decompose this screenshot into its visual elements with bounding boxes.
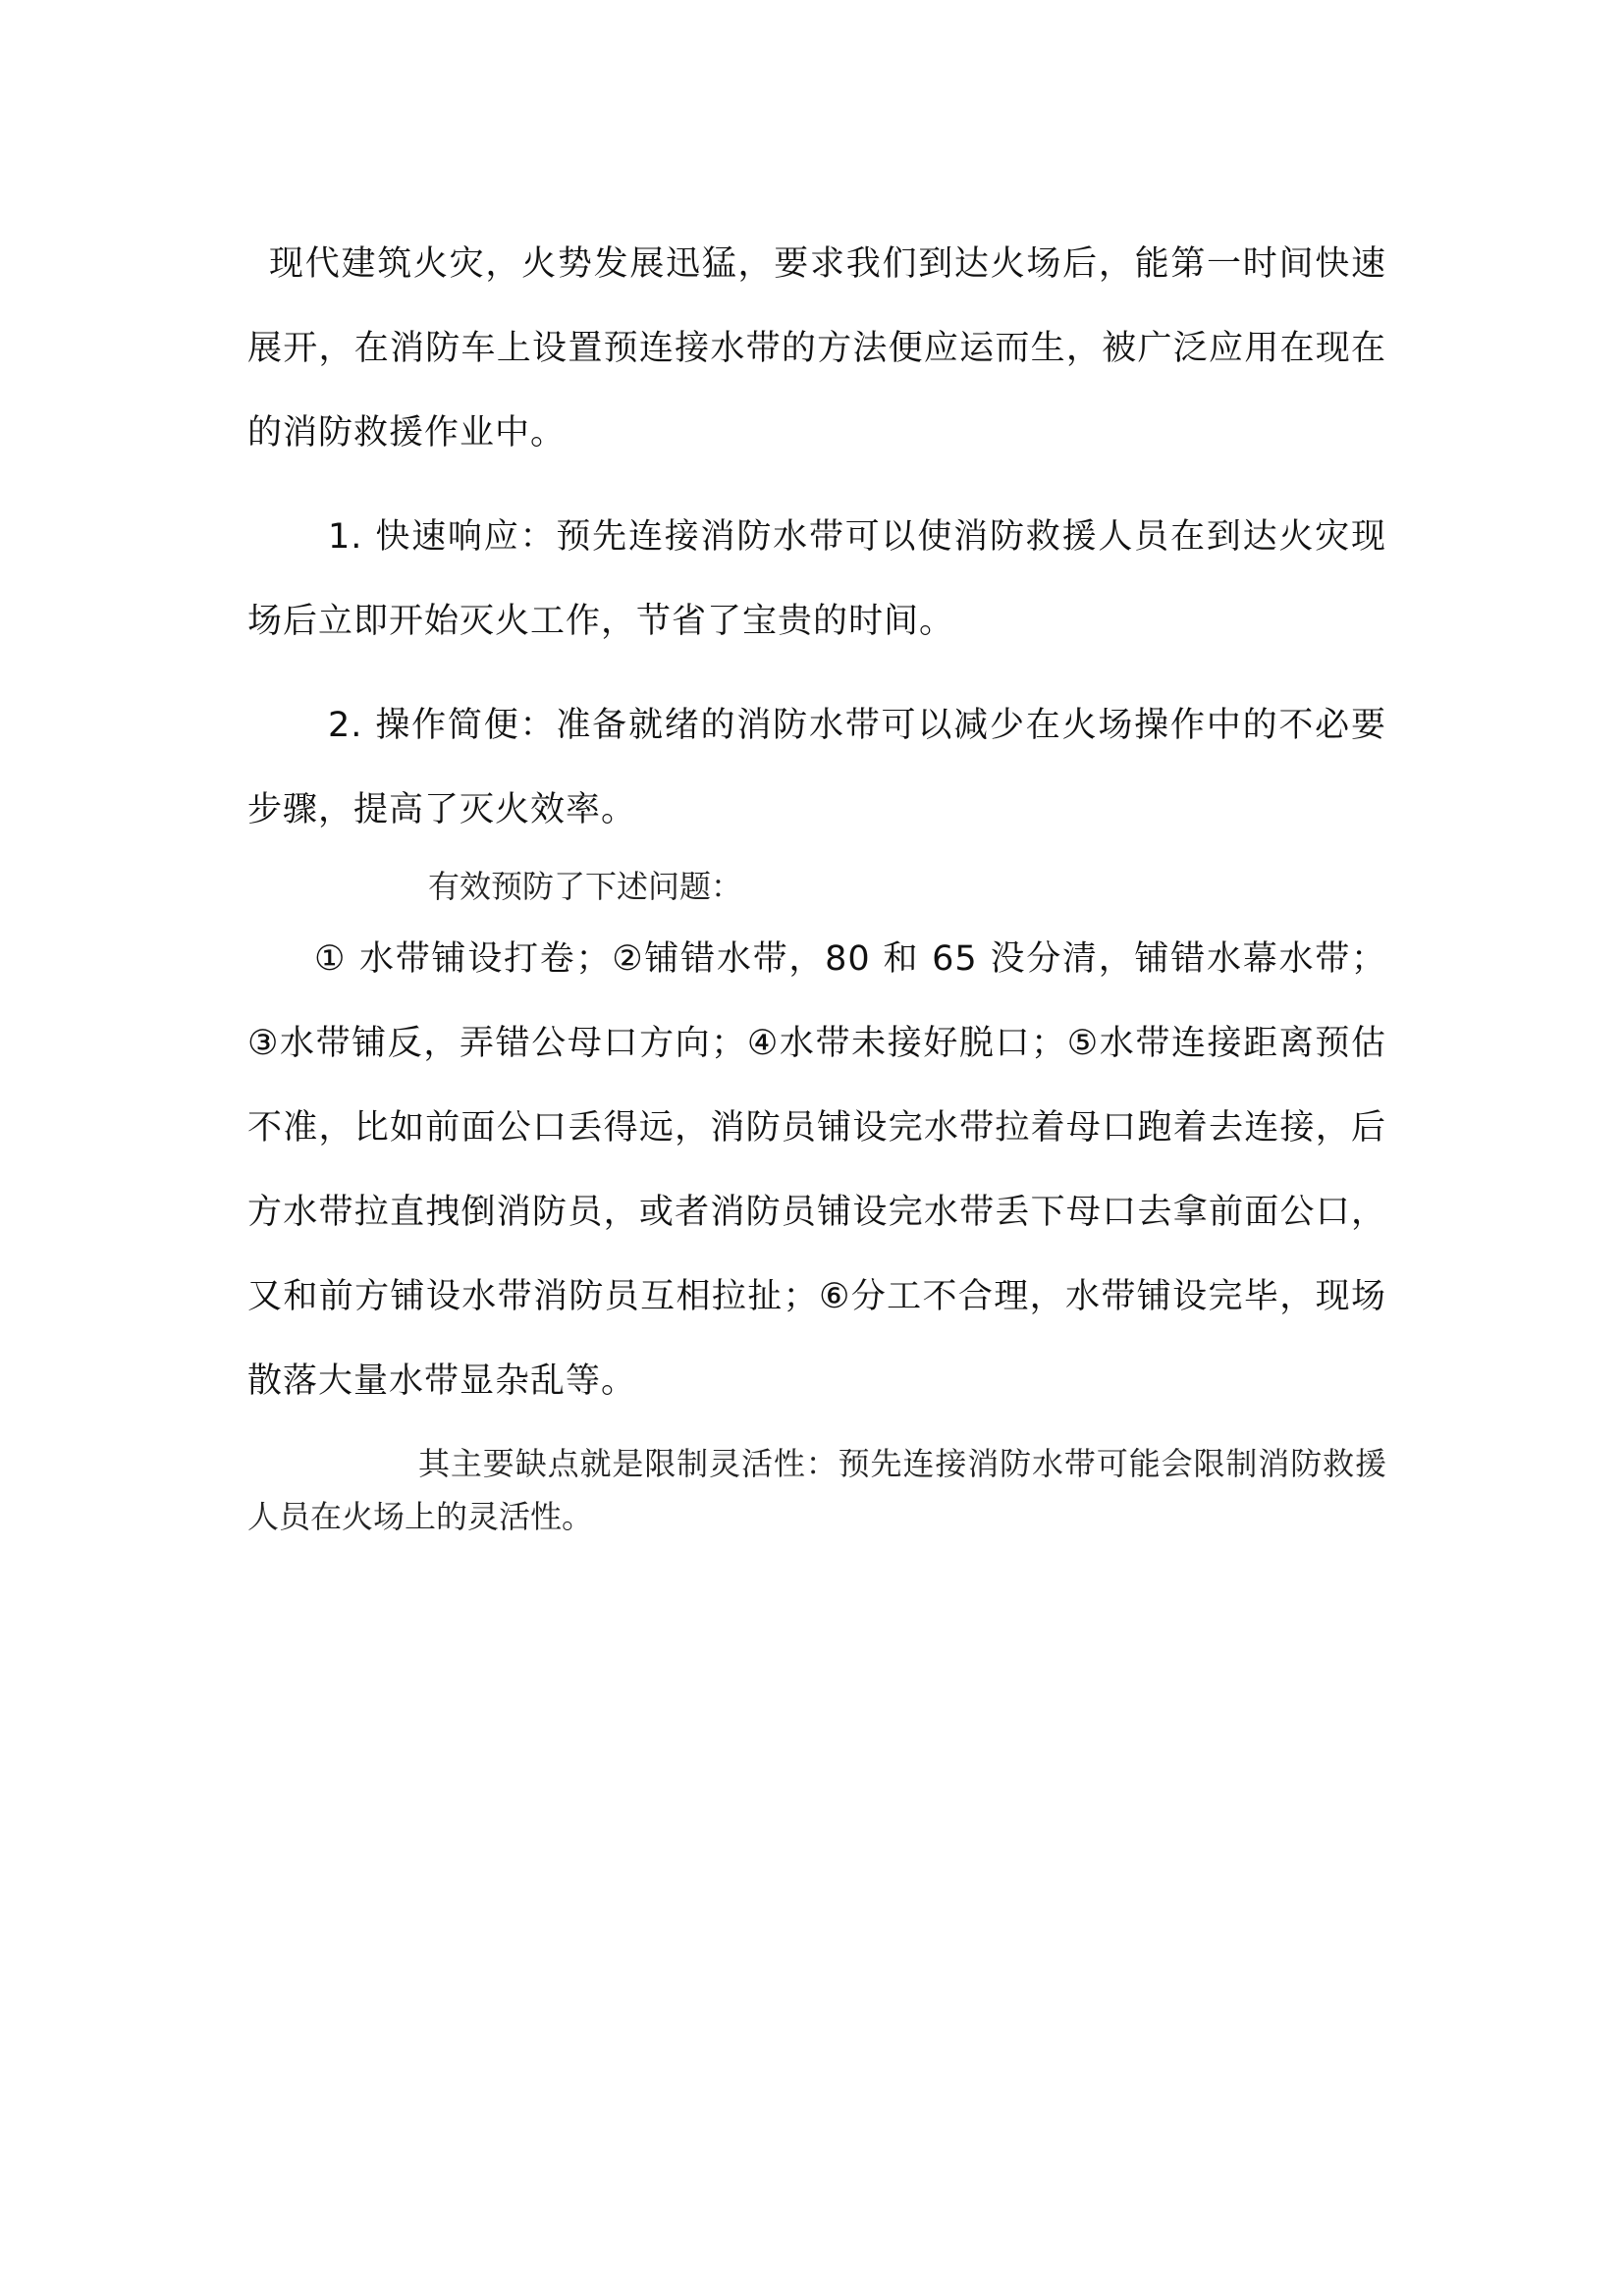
document-body	[247, 222, 1386, 1543]
prevented-problems-list: ① 水带铺设打卷；②铺错水带，80 和 65 没分清，铺错水幕水带；③水带铺反，弄错公母口方向；④水带未接好脱口；⑤水带连接距离预估不准，比如前面公口丢得远，消防员铺设完水带拉着母口跑着去连接，后方水带拉直拽倒消防员，或者消防员铺设完水带丢下母口去拿前面公口，又和前方铺设水带消防员互相拉扯；⑥分工不合理，水带铺设完毕，现场散落大量水带显杂乱等。	[247, 939, 1386, 1401]
drawback-paragraph: 其主要缺点就是限制灵活性：预先连接消防水带可能会限制消防救援人员在火场上的灵活性。	[247, 1445, 1386, 1535]
intro-paragraph: 现代建筑火灾，火势发展迅猛，要求我们到达火场后，能第一时间快速展开，在消防车上设置预连接水带的方法便应运而生，被广泛应用在现在的消防救援作业中。	[247, 244, 1386, 453]
prevented-problems-heading: 有效预防了下述问题：	[428, 868, 743, 905]
advantage-item-2: 2. 操作简便：准备就绪的消防水带可以减少在火场操作中的不必要步骤，提高了灭火效率。	[247, 706, 1386, 829]
advantage-item-1: 1. 快速响应：预先连接消防水带可以使消防救援人员在到达火灾现场后立即开始灭火工作，节省了宝贵的时间。	[247, 517, 1386, 641]
